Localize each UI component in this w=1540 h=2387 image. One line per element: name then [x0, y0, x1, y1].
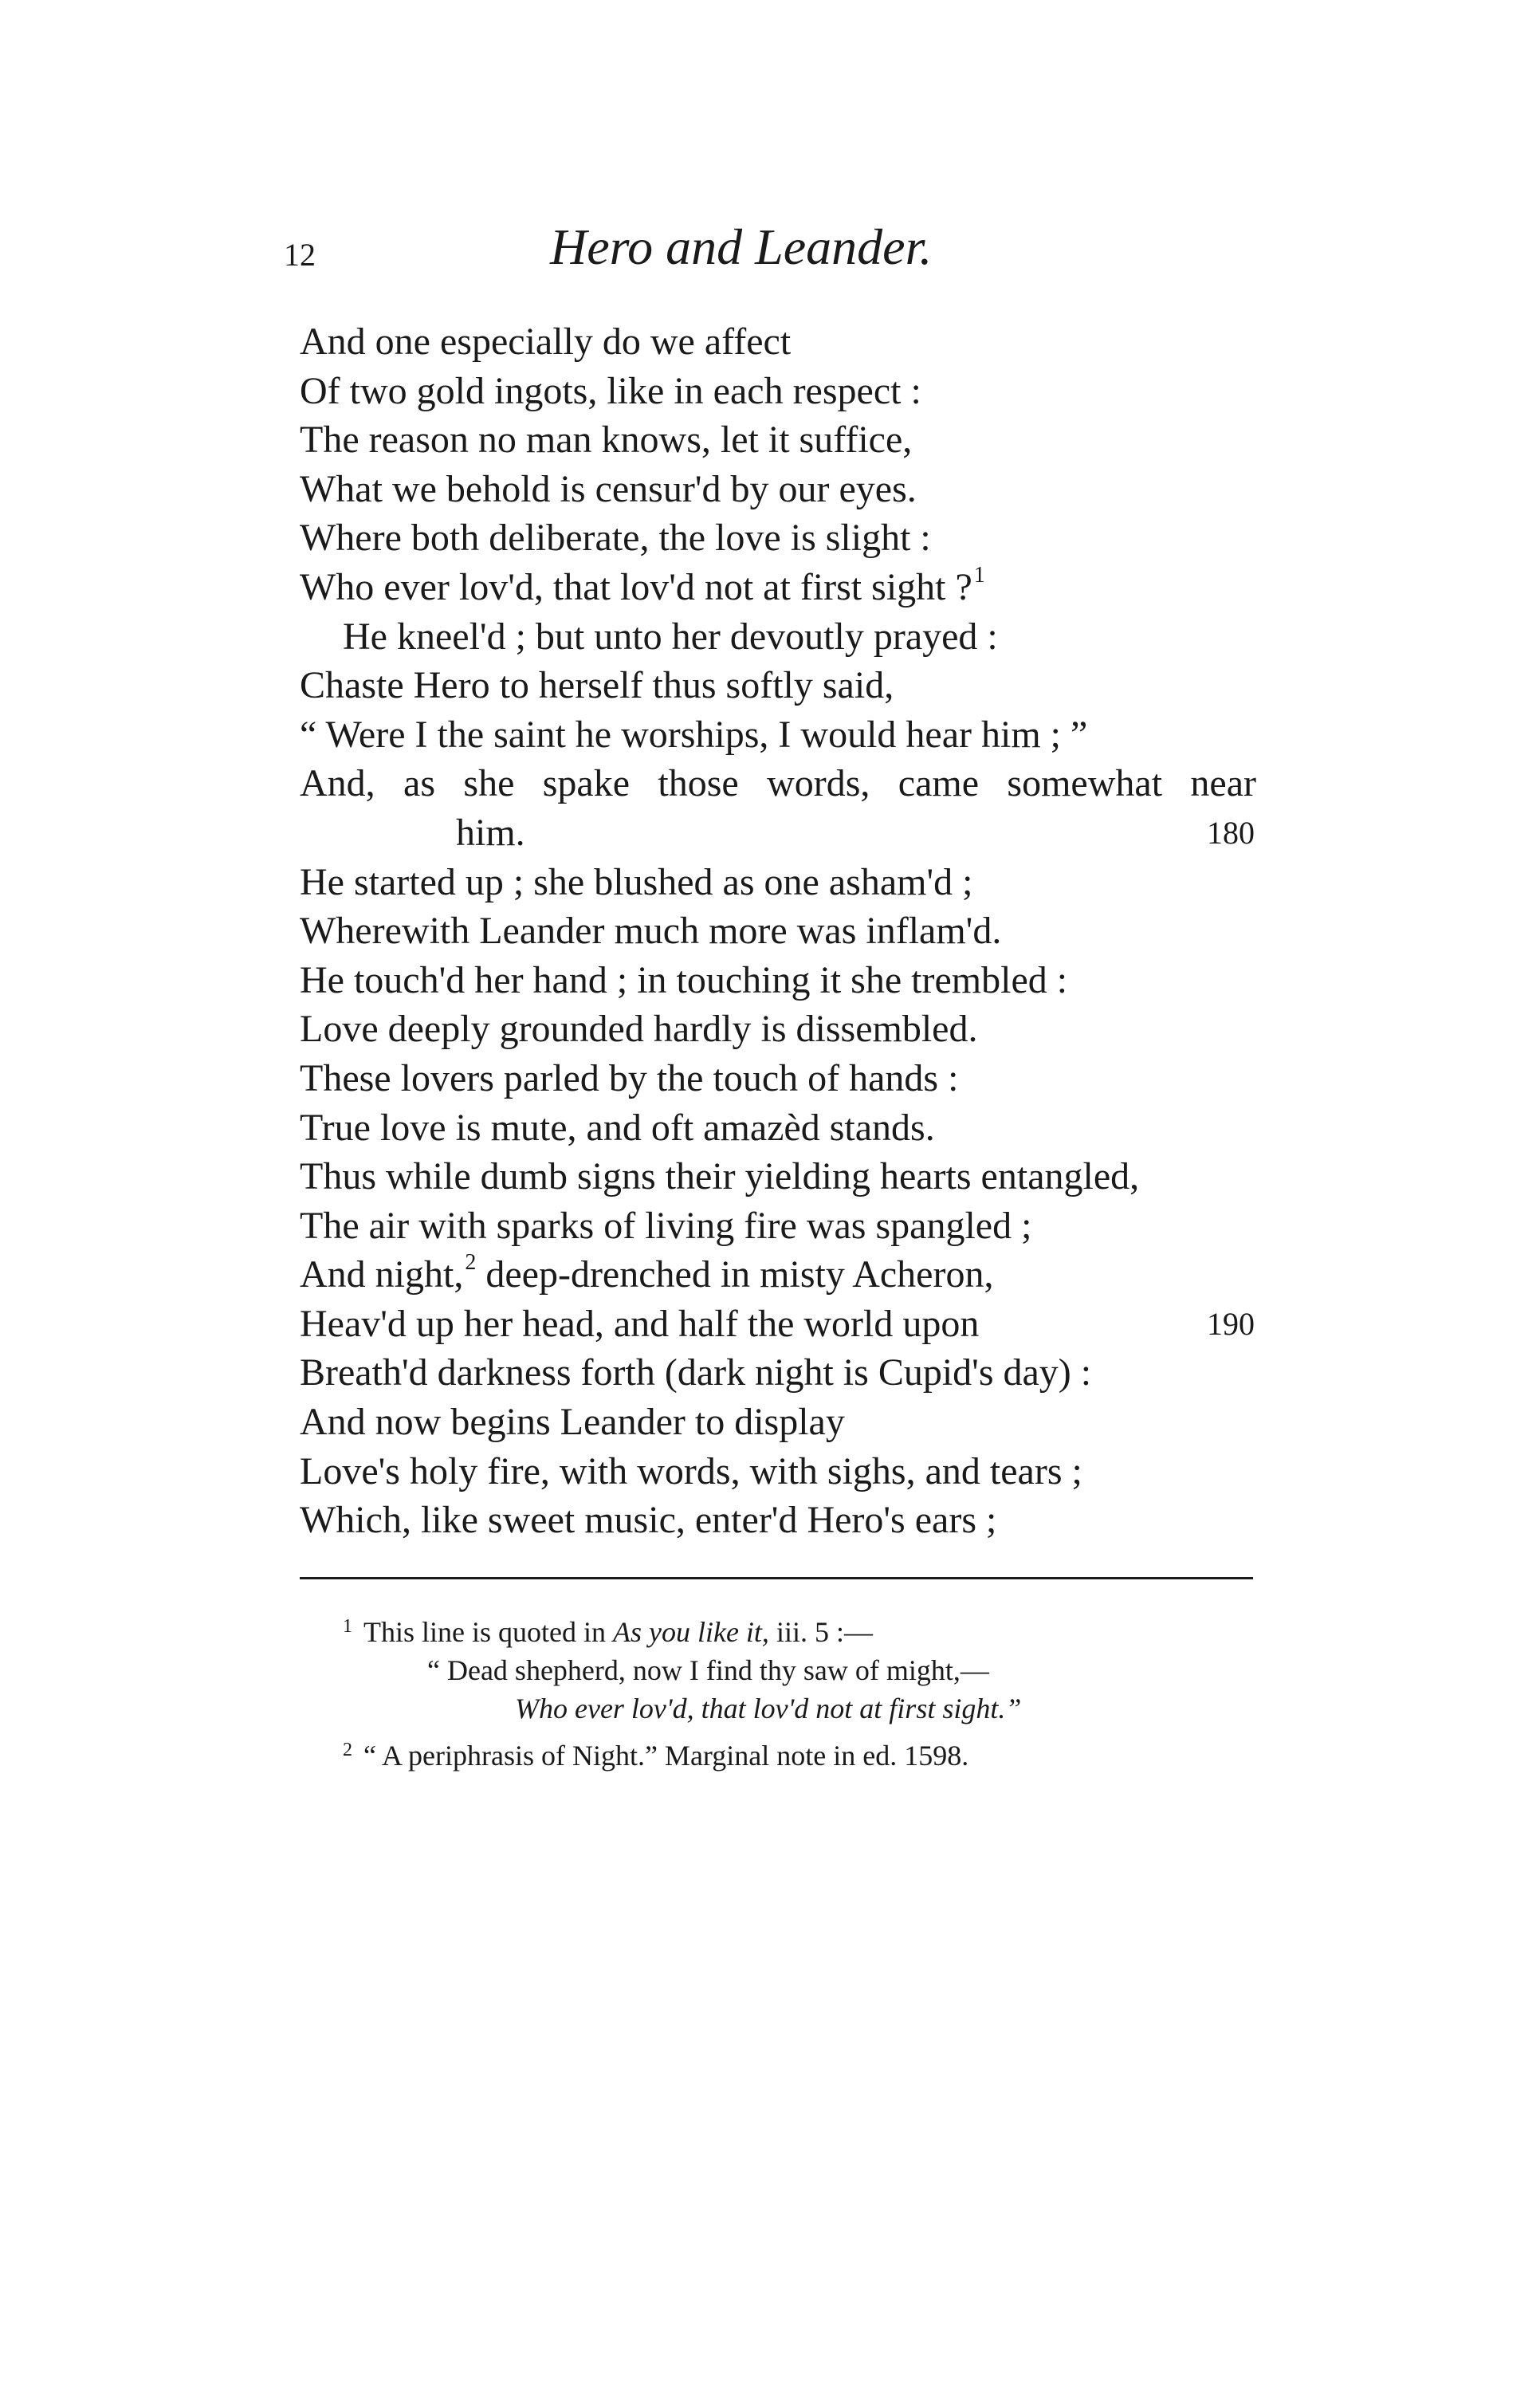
poem-line: These lovers parled by the touch of hands :: [300, 1056, 959, 1099]
footnote-quote-line: Who ever lov'd, that lov'd not at first sight.”: [515, 1693, 1022, 1724]
poem-line: What we behold is censur'd by our eyes.: [300, 467, 917, 510]
line-number-180: 180: [1207, 814, 1255, 851]
poem-line: Chaste Hero to herself thus softly said,: [300, 664, 894, 707]
poem-line: “ Were I the saint he worships, I would hear him ; ”: [300, 713, 1088, 756]
footnote-rule: [300, 1577, 1253, 1579]
footnote-2: $^2$ “ A periphrasis of Night.” Marginal note in ed. 1598.: [343, 1740, 969, 1772]
poem-line: Wherewith Leander much more was inflam'd.: [300, 910, 1002, 953]
poem-line: The air with sparks of living fire was spangled ;: [300, 1204, 1032, 1247]
line-number-190: 190: [1207, 1305, 1255, 1342]
poem-line: him. 180: [300, 808, 1264, 858]
poem-line: Breath'd darkness forth (dark night is Cupid's day) :: [300, 1351, 1092, 1394]
footnote-marker: 1: [343, 1616, 352, 1637]
poem-line: He started up ; she blushed as one asham'd ;: [300, 860, 973, 903]
footnote-marker: 2: [343, 1740, 352, 1760]
poem-line: Who ever lov'd, that lov'd not at first sight ?$^1$: [300, 562, 985, 608]
footnote-ref-2: 2: [465, 1250, 477, 1276]
poem-line: And one especially do we affect: [300, 320, 792, 363]
poem-text: [300, 317, 1264, 1545]
poem-line: Which, like sweet music, enter'd Hero's ears ;: [300, 1499, 997, 1542]
poem-line: Love deeply grounded hardly is dissembled.: [300, 1008, 978, 1051]
poem-line: Of two gold ingots, like in each respect :: [300, 369, 921, 412]
footnote-ref-1: 1: [973, 562, 985, 588]
poem-line: True love is mute, and oft amazèd stands.: [300, 1106, 935, 1149]
footnotes: [343, 1607, 1236, 1775]
poem-line: And night,$^2$ deep-drenched in misty Acheron,: [300, 1250, 994, 1296]
poem-line: Where both deliberate, the love is slight :: [300, 517, 931, 560]
footnote-1: $^1$ This line is quoted in As you like it, iii. 5 :—: [343, 1616, 873, 1648]
running-title: Hero and Leander.: [550, 218, 933, 275]
page-number: 12: [284, 237, 316, 273]
poem-line: Thus while dumb signs their yielding hearts entangled,: [300, 1155, 1140, 1198]
footnote-quote-line: “ Dead shepherd, now I find thy saw of might,—: [427, 1654, 989, 1686]
poem-line: And, as she spake those words, came somewhat near: [300, 762, 1256, 805]
poem-line: Heav'd up her head, and half the world upon 190: [300, 1300, 1264, 1349]
poem-line: He touch'd her hand ; in touching it she trembled :: [300, 958, 1068, 1001]
poem-line: He kneel'd ; but unto her devoutly prayed :: [343, 615, 998, 658]
cited-title: As you like it,: [612, 1616, 769, 1648]
poem-line: The reason no man knows, let it suffice,: [300, 419, 913, 462]
poem-line: Love's holy fire, with words, with sighs, and tears ;: [300, 1449, 1082, 1492]
poem-line: And now begins Leander to display: [300, 1401, 845, 1444]
